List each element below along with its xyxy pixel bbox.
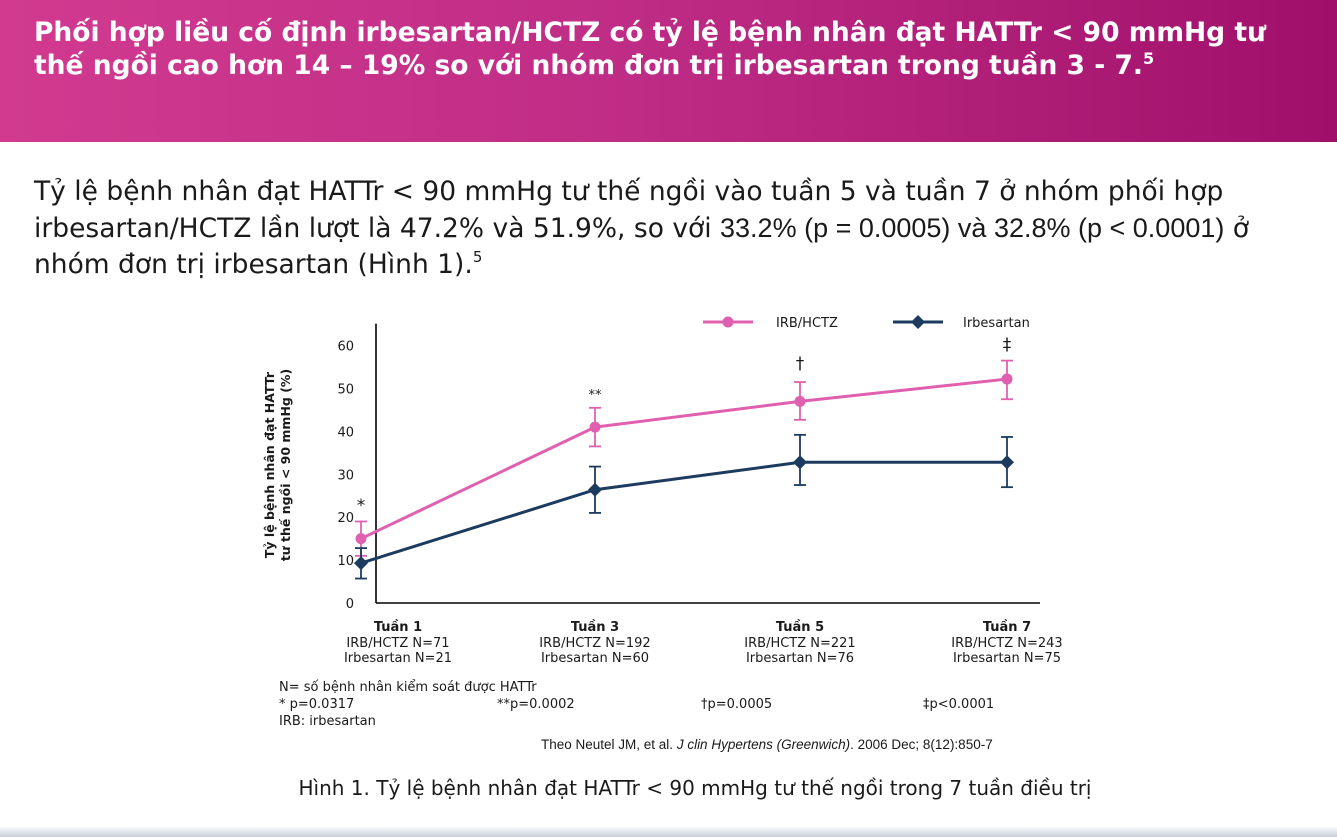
footnote-abbreviation: IRB: irbesartan	[279, 714, 376, 729]
x-category-label: Tuần 3	[570, 620, 620, 635]
y-axis-label	[262, 369, 293, 561]
significance-marker: *	[356, 495, 366, 516]
footnote-p4: ‡p<0.0001	[923, 697, 995, 712]
data-point-irbesartan	[1000, 455, 1014, 469]
legend-label: Irbesartan	[963, 316, 1030, 331]
paragraph-text-3: ở nhóm đơn trị irbesartan (Hình 1).	[34, 213, 1249, 280]
y-axis-label-line-1: Tỷ lệ bệnh nhân đạt HATTr	[262, 371, 277, 559]
data-point-irbesartan	[793, 455, 807, 469]
x-category-n-mono: Irbesartan N=75	[952, 651, 1062, 666]
significance-marker: ‡	[1002, 334, 1012, 355]
y-axis-label-line-2: tư thế ngồi < 90 mmHg (%)	[278, 368, 293, 562]
y-tick-label: 40	[337, 425, 354, 441]
x-category-n-combo: IRB/HCTZ N=192	[539, 636, 651, 651]
series-line-irb-hctz	[361, 379, 1007, 539]
y-tick-label: 60	[337, 339, 354, 355]
significance-marker: †	[795, 354, 805, 375]
significance-marker: **	[588, 388, 602, 404]
source-citation	[541, 737, 1101, 752]
banner-reference: 5	[1142, 49, 1155, 68]
y-tick-label: 20	[337, 511, 354, 527]
bottom-shadow	[0, 826, 1337, 837]
legend-label: IRB/HCTZ	[776, 316, 838, 331]
footnote-p2: **p=0.0002	[497, 697, 575, 712]
x-category-n-mono: Irbesartan N=76	[745, 651, 855, 666]
y-tick-label: 10	[337, 554, 354, 570]
footnote-p3: †p=0.0005	[701, 697, 773, 712]
data-point-irb-hctz	[590, 422, 601, 433]
y-tick-label: 50	[337, 382, 354, 398]
x-category-label: Tuần 1	[373, 620, 423, 635]
chart-footnotes	[279, 679, 1039, 730]
footnote-p1: * p=0.0317	[279, 697, 355, 712]
source-journal: J clin Hypertens (Greenwich)	[676, 737, 851, 752]
footnote-n-definition: N= số bệnh nhân kiểm soát được HATTr	[279, 680, 537, 695]
y-tick-label: 0	[345, 597, 354, 612]
paragraph-reference: 5	[472, 248, 483, 266]
legend-marker-circle	[723, 317, 734, 328]
data-point-irb-hctz	[1002, 374, 1013, 385]
x-category-label: Tuần 7	[982, 620, 1032, 635]
source-suffix: . 2006 Dec; 8(12):850-7	[850, 737, 993, 752]
banner-title-text: Phối hợp liều cố định irbesartan/HCTZ có tỷ lệ bệnh nhân đạt HATTr < 90 mmHg tư thế ngồi cao hơn 14 – 19% so với nhóm đơn trị irbesartan trong tuần 3 - 7.	[34, 17, 1266, 81]
legend-marker-diamond	[911, 315, 925, 329]
x-category-label: Tuần 5	[775, 620, 825, 635]
data-point-irbesartan	[354, 556, 368, 570]
data-point-irbesartan	[588, 483, 602, 497]
paragraph-text-1: Tỷ lệ bệnh nhân đạt HATTr < 90 mmHg tư thế ngồi vào tuần 5 và tuần 7 ở nhóm phối hợp irbesartan/HCTZ lần lượt là 47.2% và 51.9%, so với	[34, 176, 1224, 244]
source-prefix: Theo Neutel JM, et al.	[541, 737, 677, 752]
x-category-n-combo: IRB/HCTZ N=243	[951, 636, 1063, 651]
x-category-n-mono: Irbesartan N=21	[343, 651, 453, 666]
data-point-irb-hctz	[356, 533, 367, 544]
paragraph-text-2: 33.2% (p = 0.0005) và 32.8% (p < 0.0001)	[720, 213, 1225, 243]
y-tick-label: 30	[337, 468, 354, 484]
figure-caption: Hình 1. Tỷ lệ bệnh nhân đạt HATTr < 90 mmHg tư thế ngồi trong 7 tuần điều trị	[298, 776, 1092, 800]
x-category-n-combo: IRB/HCTZ N=221	[744, 636, 856, 651]
data-point-irb-hctz	[795, 396, 806, 407]
x-category-n-mono: Irbesartan N=60	[540, 651, 650, 666]
x-category-n-combo: IRB/HCTZ N=71	[346, 636, 450, 651]
series-line-irbesartan	[361, 462, 1007, 563]
